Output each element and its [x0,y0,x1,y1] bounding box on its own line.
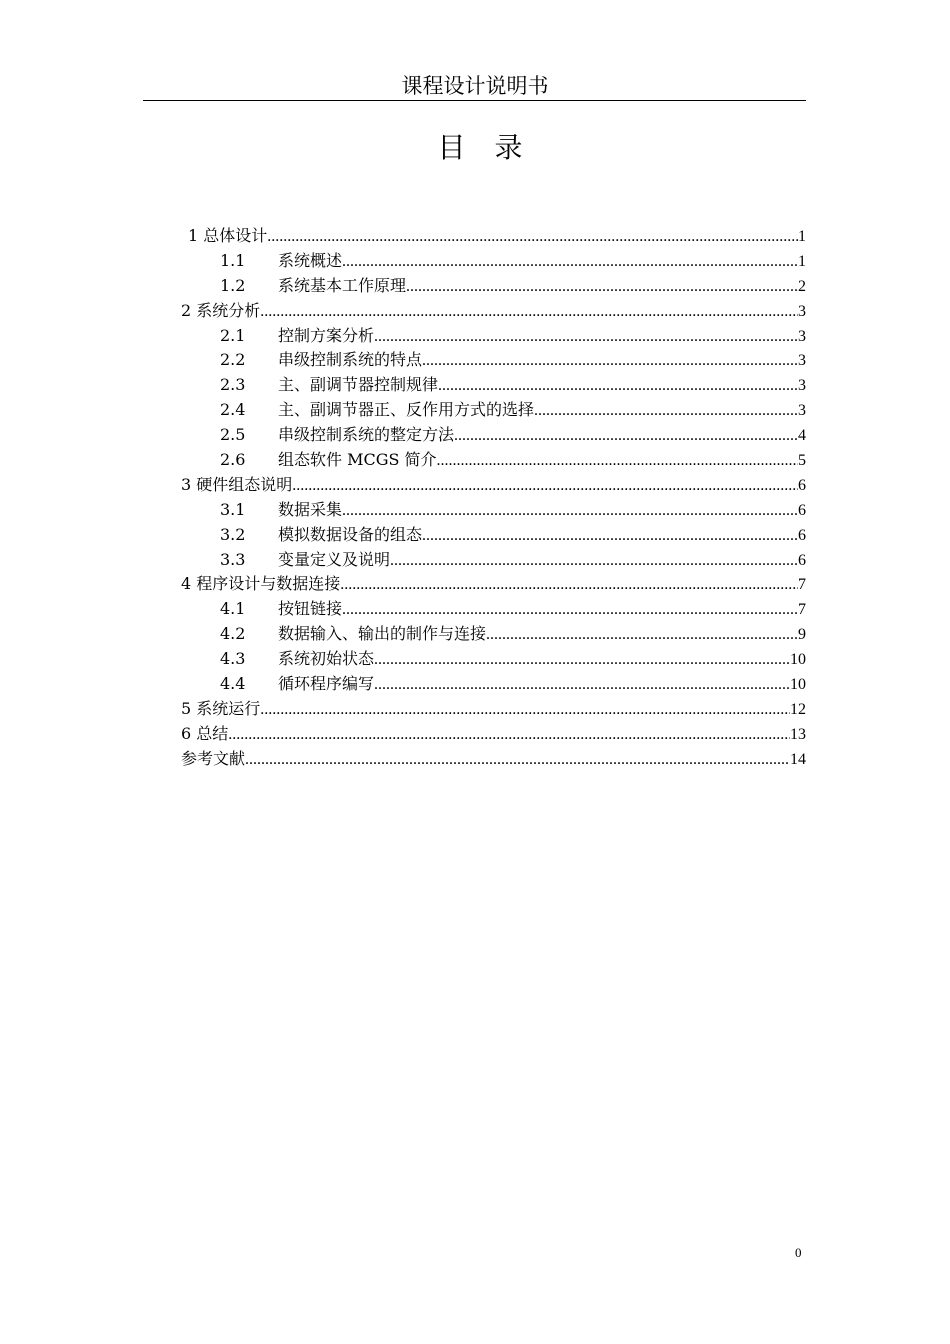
toc-section-entry[interactable] [181,324,806,349]
toc-section-entry[interactable] [181,249,806,274]
page-number: 0 [795,1245,802,1260]
toc-entry-number: 4.4 [220,674,246,694]
toc-dot-leader [245,748,790,773]
toc-dot-leader [534,399,798,424]
toc-entry-label: 6 总结 [181,723,229,743]
toc-entry-page: 2 [798,277,806,295]
toc-section-entry[interactable] [181,597,806,622]
toc-section-entry[interactable] [181,672,806,697]
toc-dot-leader [374,673,790,698]
toc-entry-page: 6 [798,476,806,494]
toc-entry-page: 14 [790,750,806,768]
toc-entry-label: 4 程序设计与数据连接 [181,574,341,594]
toc-chapter-entry[interactable] [181,697,806,722]
toc-title: 目 录 [437,131,533,164]
toc-dot-leader [292,474,798,499]
toc-entry-number: 4.3 [220,649,246,669]
toc-dot-leader [438,374,798,399]
toc-chapter-entry[interactable] [181,747,806,772]
toc-entry-page: 7 [798,576,806,594]
toc-chapter-entry[interactable] [181,722,806,747]
toc-section-entry[interactable] [181,622,806,647]
toc-entry-label: 循环程序编写 [278,674,375,694]
toc-entry-label: 数据采集 [278,499,343,519]
toc-entry-label: 1 总体设计 [188,226,268,245]
toc-section-entry[interactable] [181,448,806,473]
toc-entry-number: 4.2 [220,624,246,644]
toc-entry-number: 2.1 [220,325,246,345]
toc-dot-leader [260,698,790,723]
toc-entry-page: 7 [798,601,806,619]
toc-entry-number: 2.6 [220,450,246,470]
toc-section-entry[interactable] [181,274,806,299]
page-header-title: 课程设计说明书 [401,74,549,98]
toc-section-entry[interactable] [181,548,806,573]
toc-dot-leader [406,275,798,300]
toc-entry-number: 2.3 [220,375,246,395]
toc-dot-leader [437,449,798,474]
toc-dot-leader [422,524,798,549]
toc-entry-number: 1.1 [220,250,246,270]
toc-entry-page: 6 [798,526,806,544]
toc-entry-number: 3.1 [220,499,246,519]
header-rule [143,100,806,101]
toc-dot-leader [486,623,798,648]
toc-entry-number: 2.4 [220,400,246,420]
toc-section-entry[interactable] [181,373,806,398]
toc-entry-label: 2 系统分析 [181,300,261,320]
toc-section-entry[interactable] [181,647,806,672]
toc-chapter-entry[interactable] [181,473,806,498]
toc-entry-page: 9 [798,626,806,644]
toc-entry-label: 系统概述 [278,250,343,270]
toc-entry-label: 组态软件 MCGS 简介 [278,450,437,470]
toc-entry-label: 变量定义及说明 [278,549,391,569]
toc-entry-page: 3 [798,402,806,420]
toc-entry-label: 数据输入、输出的制作与连接 [278,624,487,644]
toc-entry-label: 串级控制系统的特点 [278,350,423,370]
toc-entry-number: 1.2 [220,275,246,295]
toc-entry-number: 4.1 [220,599,246,619]
toc-section-entry[interactable] [181,498,806,523]
toc-entry-label: 5 系统运行 [181,698,261,718]
toc-entry-page: 13 [790,725,806,743]
toc-entry-number: 3.2 [220,524,246,544]
toc-entry-page: 6 [798,501,806,519]
toc-entry-number: 3.3 [220,549,246,569]
toc-entry-label: 模拟数据设备的组态 [278,524,423,544]
toc-entry-number: 2.2 [220,350,246,370]
toc-entry-page: 3 [798,327,806,345]
toc-dot-leader [228,723,790,748]
toc-chapter-entry[interactable] [181,572,806,597]
table-of-contents [181,224,806,772]
toc-section-entry[interactable] [181,348,806,373]
toc-section-entry[interactable] [181,423,806,448]
toc-entry-label: 主、副调节器正、反作用方式的选择 [278,400,535,420]
toc-entry-label: 3 硬件组态说明 [181,474,293,494]
toc-entry-page: 3 [798,377,806,395]
toc-entry-page: 3 [798,302,806,320]
toc-section-entry[interactable] [181,523,806,548]
toc-dot-leader [340,573,798,598]
toc-entry-page: 6 [798,551,806,569]
toc-section-entry[interactable] [181,398,806,423]
toc-entry-page: 4 [798,427,806,445]
toc-dot-leader [374,325,798,350]
toc-dot-leader [342,598,798,623]
toc-entry-label: 系统基本工作原理 [278,275,407,295]
toc-dot-leader [390,549,798,574]
toc-entry-label: 主、副调节器控制规律 [278,375,439,395]
toc-entry-page: 1 [798,252,806,270]
toc-entry-page: 12 [790,700,806,718]
toc-entry-page: 3 [798,352,806,370]
toc-entry-label: 按钮链接 [278,599,343,619]
toc-dot-leader [260,300,798,325]
toc-entry-label: 串级控制系统的整定方法 [278,425,455,445]
toc-dot-leader [374,648,790,673]
toc-entry-page: 1 [798,228,806,245]
toc-entry-label: 控制方案分析 [278,325,375,345]
toc-entry-page: 10 [790,651,806,669]
toc-entry-page: 5 [798,452,806,470]
toc-entry-label: 系统初始状态 [278,649,375,669]
toc-chapter-entry[interactable] [181,299,806,324]
toc-dot-leader [342,250,798,275]
toc-dot-leader [422,349,798,374]
toc-entry-number: 2.5 [220,425,246,445]
toc-entry-page: 10 [790,676,806,694]
toc-dot-leader [454,424,798,449]
toc-dot-leader [342,499,798,524]
toc-dot-leader [267,225,798,250]
toc-entry-label: 参考文献 [181,748,246,768]
toc-chapter-entry[interactable] [181,224,806,249]
